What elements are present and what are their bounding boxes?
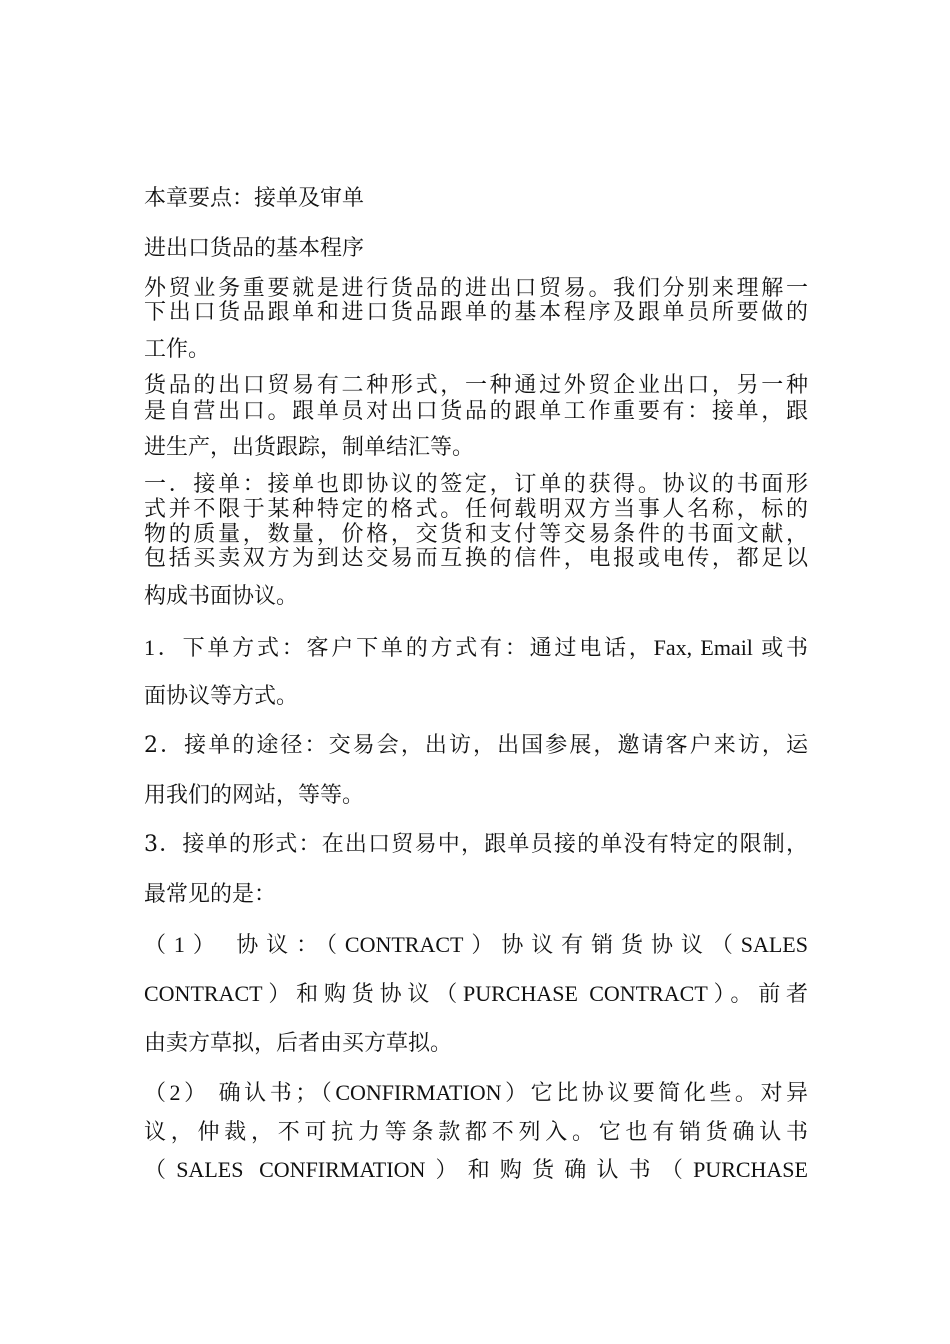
paragraph-line: 外贸业务重要就是进行货品的进出口贸易。我们分别来理解一 — [144, 276, 808, 301]
paragraph-line: 物的质量，数量，价格，交货和支付等交易条件的书面文献， — [144, 522, 808, 547]
list-item-line: 1．下单方式：客户下单的方式有：通过电话，Fax, Email 或书 — [144, 635, 808, 660]
sub-item-line: 由卖方草拟，后者由买方草拟。 — [144, 1031, 453, 1056]
list-item-line: 用我们的网站，等等。 — [144, 783, 365, 808]
paragraph-line: 式并不限于某种特定的格式。任何载明双方当事人名称，标的 — [144, 497, 808, 522]
list-item-line: 最常见的是： — [144, 882, 277, 907]
sub-item-line: （1） 协议：（CONTRACT）协议有销货协议（SALES — [144, 932, 808, 957]
paragraph-line: 包括买卖双方为到达交易而互换的信件，电报或电传，都足以 — [144, 546, 808, 571]
list-item-line: 面协议等方式。 — [144, 684, 299, 709]
paragraph-line: 进生产，出货跟踪，制单结汇等。 — [144, 435, 475, 460]
sub-item-line: （SALES CONFIRMATION）和购货确认书（PURCHASE — [144, 1157, 808, 1182]
paragraph-line: 下出口货品跟单和进口货品跟单的基本程序及跟单员所要做的 — [144, 300, 808, 325]
paragraph-line: 一．接单：接单也即协议的签定，订单的获得。协议的书面形 — [144, 472, 808, 497]
paragraph-line: 是自营出口。跟单员对出口货品的跟单工作重要有：接单，跟 — [144, 399, 808, 424]
list-item-line: 3．接单的形式：在出口贸易中，跟单员接的单没有特定的限制， — [144, 832, 808, 857]
section-subheading: 进出口货品的基本程序 — [144, 236, 365, 261]
paragraph-line: 货品的出口贸易有二种形式，一种通过外贸企业出口，另一种 — [144, 373, 808, 398]
list-item-line: 2．接单的途径：交易会，出访，出国参展，邀请客户来访，运 — [144, 733, 808, 758]
paragraph-line: 工作。 — [144, 337, 211, 362]
sub-item-line: （2） 确认书；（CONFIRMATION）它比协议要简化些。对异 — [144, 1080, 808, 1105]
sub-item-line: CONTRACT）和购货协议（PURCHASE CONTRACT）。前者 — [144, 981, 808, 1006]
paragraph-line: 构成书面协议。 — [144, 584, 299, 609]
chapter-heading: 本章要点：接单及审单 — [144, 186, 365, 211]
sub-item-line: 议，仲裁，不可抗力等条款都不列入。它也有销货确认书 — [144, 1120, 808, 1145]
